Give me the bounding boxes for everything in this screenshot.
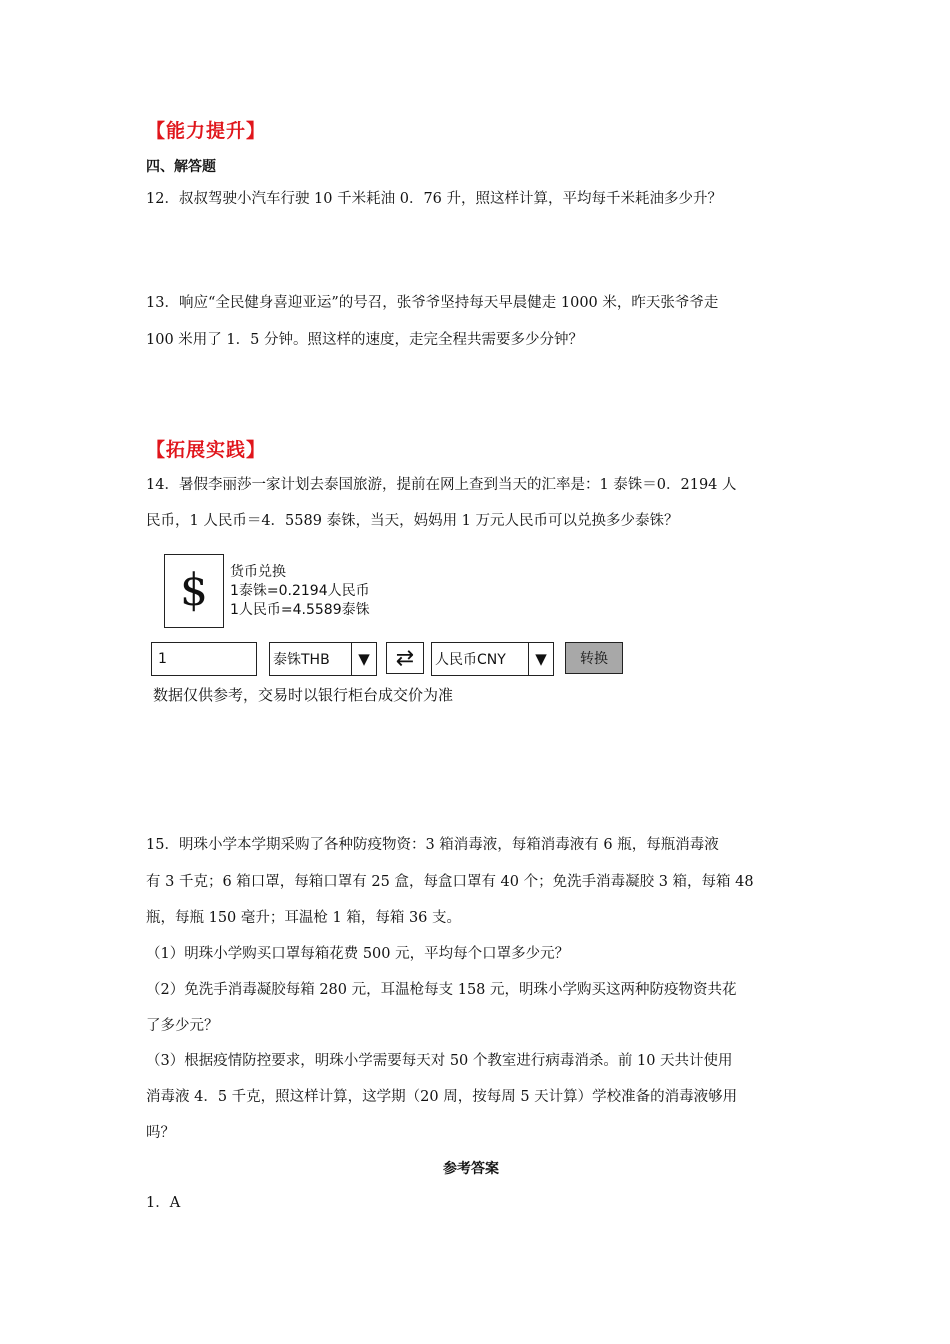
section-title-ability: 【能力提升】	[146, 120, 267, 142]
part-heading: 四、解答题	[146, 159, 216, 175]
swap-button[interactable]	[386, 642, 424, 674]
section-title-practice: 【拓展实践】	[146, 439, 267, 461]
converter-title: 货币兑换	[230, 564, 286, 580]
converter-rate2: 1人民币=4.5589泰铢	[230, 602, 370, 618]
question-15-sub3-line3: 吗？	[146, 1125, 175, 1141]
question-12: 12．叔叔驾驶小汽车行驶 10 千米耗油 0．76 升，照这样计算，平均每千米耗油多少升？	[146, 191, 723, 207]
question-14-line1: 14．暑假李丽莎一家计划去泰国旅游，提前在网上查到当天的汇率是：1 泰铢＝0．2194 人	[146, 477, 737, 493]
to-currency-select[interactable]	[431, 642, 554, 676]
chevron-down-icon: ▼	[535, 650, 547, 668]
swap-icon: ⇄	[395, 645, 415, 671]
question-13-line1: 13．响应“全民健身喜迎亚运”的号召，张爷爷坚持每天早晨健走 1000 米，昨天张爷爷走	[146, 295, 719, 311]
answer-1: 1．A	[146, 1195, 181, 1211]
to-currency-label: 人民币CNY	[432, 643, 529, 675]
question-14-line2: 民币，1 人民币＝4．5589 泰铢，当天，妈妈用 1 万元人民币可以兑换多少泰铢？	[146, 513, 679, 529]
question-13-line2: 100 米用了 1．5 分钟。照这样的速度，走完全程共需要多少分钟？	[146, 332, 583, 348]
question-15-sub2-line2: 了多少元？	[146, 1018, 219, 1034]
amount-value: 1	[158, 651, 167, 667]
from-currency-select[interactable]	[269, 642, 377, 676]
question-15-sub3-line1: （3）根据疫情防控要求，明珠小学需要每天对 50 个教室进行病毒消杀。前 10 天共计使用	[146, 1053, 733, 1069]
question-15-line3: 瓶，每瓶 150 毫升；耳温枪 1 箱，每箱 36 支。	[146, 910, 462, 926]
question-15-line1: 15．明珠小学本学期采购了各种防疫物资：3 箱消毒液，每箱消毒液有 6 瓶，每瓶消毒液	[146, 837, 719, 853]
convert-button[interactable]	[565, 642, 623, 674]
convert-button-label: 转换	[580, 651, 608, 667]
dollar-icon: $	[164, 554, 224, 628]
amount-input[interactable]	[151, 642, 257, 676]
answers-title: 参考答案	[443, 1161, 499, 1177]
chevron-down-icon: ▼	[358, 650, 370, 668]
question-15-line2: 有 3 千克；6 箱口罩，每箱口罩有 25 盒，每盒口罩有 40 个；免洗手消毒凝胶 3 箱，每箱 48	[146, 874, 754, 890]
converter-rate1: 1泰铢=0.2194人民币	[230, 583, 370, 599]
question-15-sub3-line2: 消毒液 4．5 千克，照这样计算，这学期（20 周，按每周 5 天计算）学校准备的消毒液够用	[146, 1089, 738, 1105]
question-15-sub1: （1）明珠小学购买口罩每箱花费 500 元，平均每个口罩多少元？	[146, 946, 570, 962]
converter-disclaimer: 数据仅供参考，交易时以银行柜台成交价为准	[153, 686, 454, 704]
question-15-sub2-line1: （2）免洗手消毒凝胶每箱 280 元，耳温枪每支 158 元，明珠小学购买这两种防疫物资共花	[146, 982, 737, 998]
from-currency-label: 泰铢THB	[270, 643, 352, 675]
